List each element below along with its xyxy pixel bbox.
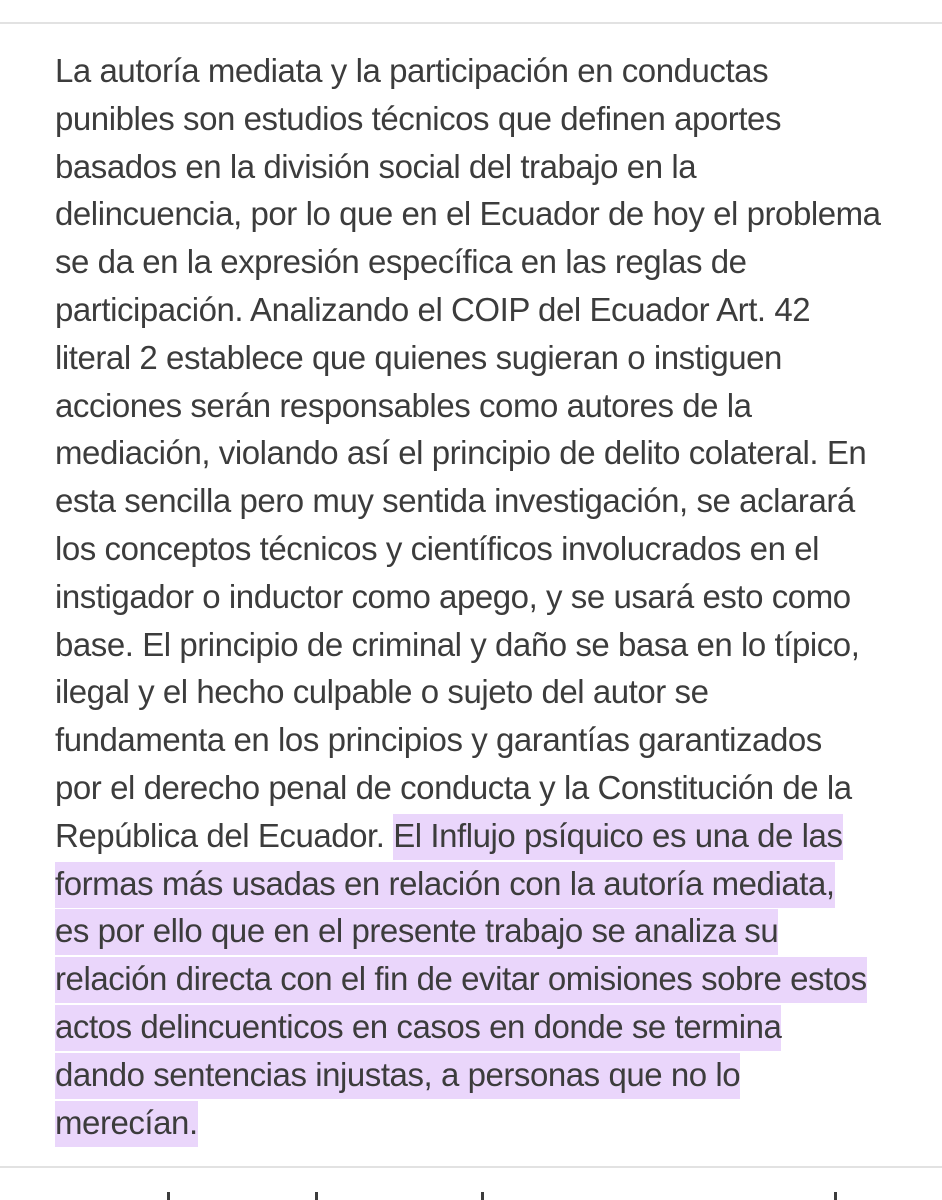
glyph-fragment: [167, 1192, 170, 1200]
plain-text-segment: República del Ecuador.: [55, 816, 394, 854]
text-line: fundamenta en los principios y garantías garantizados: [55, 721, 822, 759]
text-line: punibles son estudios técnicos que definen aportes: [55, 99, 782, 137]
text-line: instigador o inductor como apego, y se usará esto como: [55, 577, 851, 615]
bottom-divider: [0, 1166, 942, 1168]
text-line: La autoría mediata y la participación en conductas: [55, 52, 769, 89]
highlighted-text-segment[interactable]: El Influjo psíquico es una de las: [393, 814, 842, 860]
text-line: base. El principio de criminal y daño se basa en lo típico,: [55, 625, 860, 663]
abstract-paragraph: [55, 47, 935, 1146]
highlighted-text-segment[interactable]: merecían.: [55, 1101, 198, 1147]
highlighted-text-segment[interactable]: formas más usadas en relación con la autoría mediata,: [55, 862, 835, 908]
highlighted-line: [55, 1003, 935, 1051]
text-line: delincuencia, por lo que en el Ecuador de hoy el problema: [55, 195, 881, 233]
highlighted-line: [55, 907, 935, 955]
text-line: esta sencilla pero muy sentida investigación, se aclarará: [55, 482, 855, 520]
text-line: los conceptos técnicos y científicos involucrados en el: [55, 529, 819, 567]
highlighted-text-segment[interactable]: dando sentencias injustas, a personas que no lo: [55, 1053, 740, 1099]
highlighted-line: [55, 860, 935, 908]
top-divider: [0, 22, 942, 24]
highlighted-line: [55, 1099, 935, 1147]
highlighted-text-segment[interactable]: relación directa con el fin de evitar omisiones sobre estos: [55, 957, 867, 1003]
highlighted-text-segment[interactable]: actos delincuenticos en casos en donde se termina: [55, 1005, 781, 1051]
highlighted-text-segment[interactable]: es por ello que en el presente trabajo se analiza su: [55, 909, 778, 955]
glyph-fragment: [481, 1192, 484, 1200]
text-line: literal 2 establece que quienes sugieran o instiguen: [55, 338, 782, 376]
text-line: mediación, violando así el principio de delito colateral. En: [55, 434, 867, 472]
highlighted-line: [55, 1051, 935, 1099]
text-line: se da en la expresión específica en las reglas de: [55, 243, 747, 281]
text-line: basados en la división social del trabajo en la: [55, 147, 697, 185]
text-line: por el derecho penal de conducta y la Constitución de la: [55, 768, 852, 806]
highlighted-line: [55, 955, 935, 1003]
text-line: acciones serán responsables como autores de la: [55, 386, 752, 424]
glyph-fragment: [834, 1192, 837, 1200]
text-line: ilegal y el hecho culpable o sujeto del autor se: [55, 673, 709, 711]
text-line: participación. Analizando el COIP del Ecuador Art. 42: [55, 290, 811, 328]
text-line-mixed: [55, 812, 935, 860]
cut-off-next-paragraph: [55, 1188, 935, 1200]
glyph-fragment: [315, 1192, 318, 1200]
